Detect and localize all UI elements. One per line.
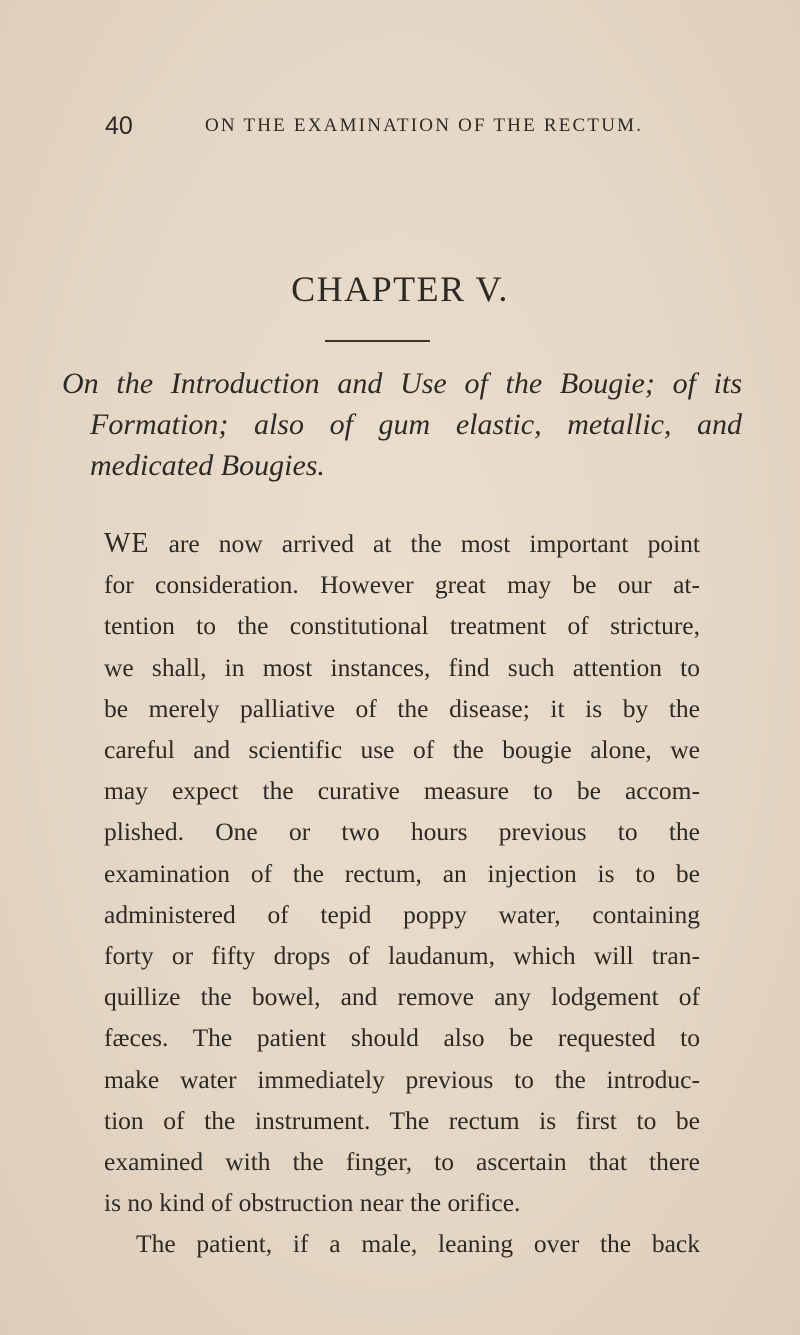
body-line: tion of the instrument. The rectum is first to be — [104, 1105, 700, 1135]
body-line: tention to the constitutional treatment of stricture, — [104, 611, 700, 641]
body-line: may expect the curative measure to be accom- — [104, 776, 700, 806]
body-line: for consideration. However great may be our at- — [104, 570, 700, 600]
body-line: The patient, if a male, leaning over the back — [136, 1229, 700, 1259]
body-line: careful and scientific use of the bougie alone, we — [104, 735, 700, 765]
body-line: be merely palliative of the disease; it is by the — [104, 693, 700, 723]
body-line: administered of tepid poppy water, containing — [104, 899, 700, 929]
body-line: make water immediately previous to the introduc- — [104, 1064, 700, 1094]
body-text — [104, 523, 700, 1265]
body-line: fæces. The patient should also be requested to — [104, 1023, 700, 1053]
body-line: forty or fifty drops of laudanum, which will tran- — [104, 941, 700, 971]
body-line: is no kind of obstruction near the orifice. — [104, 1188, 521, 1218]
chapter-summary — [62, 363, 742, 486]
body-line: quillize the bowel, and remove any lodgement of — [104, 982, 700, 1012]
body-line: plished. One or two hours previous to the — [104, 817, 700, 847]
body-line — [104, 523, 700, 564]
opening-word: WE — [104, 528, 150, 559]
heading-rule — [325, 340, 430, 342]
body-line: examination of the rectum, an injection is to be — [104, 858, 700, 888]
summary-line: medicated Bougies. — [90, 449, 325, 482]
body-line-text: are now arrived at the most important point — [168, 529, 700, 558]
running-title: ON THE EXAMINATION OF THE RECTUM. — [205, 115, 644, 136]
body-line: we shall, in most instances, find such attention to — [104, 652, 700, 682]
summary-line: Formation; also of gum elastic, metallic, and — [90, 408, 742, 441]
summary-line: On the Introduction and Use of the Bougie; of its — [62, 367, 742, 400]
running-head — [105, 112, 715, 142]
chapter-heading: CHAPTER V. — [291, 269, 509, 309]
body-line: examined with the finger, to ascertain that there — [104, 1147, 700, 1177]
page-number: 40 — [105, 112, 133, 140]
